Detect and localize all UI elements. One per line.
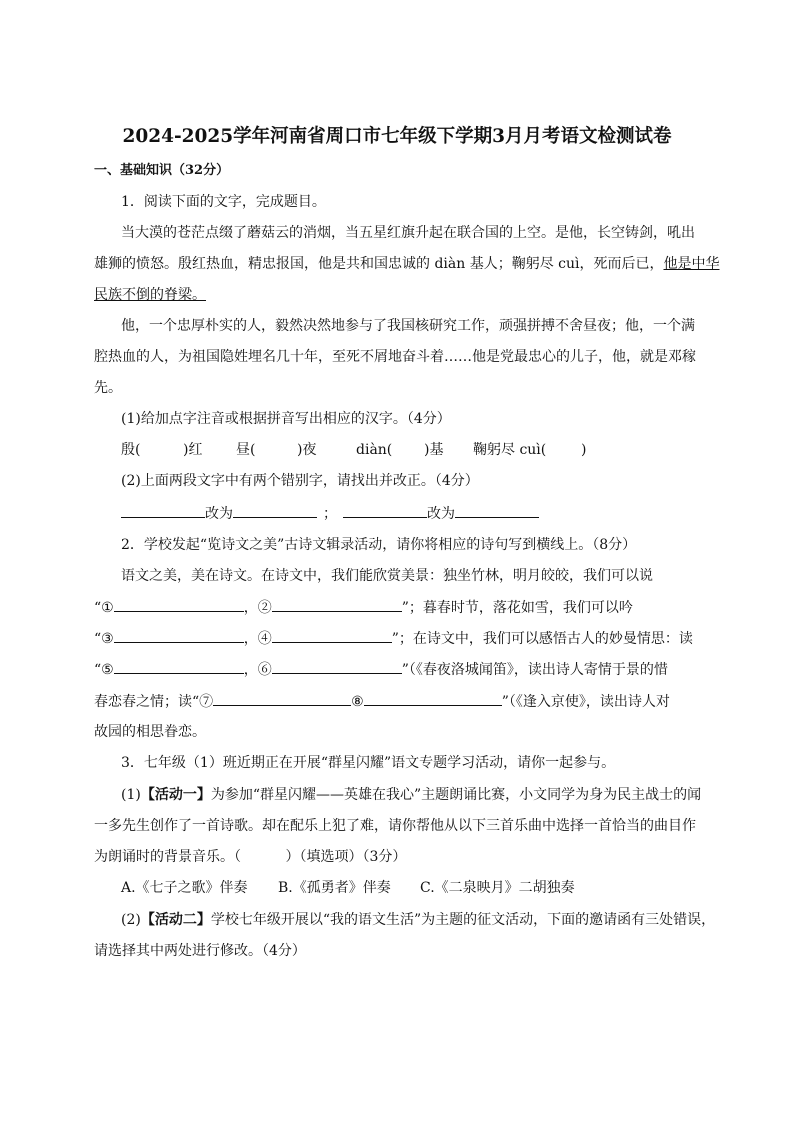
- section-heading: 一、基础知识（32分）: [94, 163, 230, 178]
- answer-label: )红: [183, 442, 203, 458]
- answer-label: 殷(: [121, 442, 141, 458]
- page-title: 2024-2025学年河南省周口市七年级下学期3月月考语文检测试卷: [122, 126, 672, 147]
- option-b[interactable]: B.《孤勇者》伴奏: [278, 880, 391, 896]
- answer-blank[interactable]: [272, 659, 402, 674]
- answer-blank[interactable]: [272, 597, 402, 612]
- q1-passage-line: [94, 254, 720, 274]
- option-a[interactable]: A.《七子之歌》伴奏: [121, 880, 248, 896]
- q3-line: 为朗诵时的背景音乐。（ ）（填选项）（3分）: [94, 849, 407, 865]
- q3-line: 请选择其中两处进行修改。（4分）: [94, 943, 306, 959]
- q1-passage-line: 腔热血的人，为祖国隐姓埋名几十年，至死不屑地奋斗着……他是党最忠心的儿子，他，就是邓稼: [94, 349, 696, 365]
- q3-activity1: (1)【活动一】为参加“群星闪耀——英雄在我心”主题朗诵比赛，小文同学为身为民主战士的闻: [121, 787, 702, 803]
- answer-blank[interactable]: [455, 503, 539, 518]
- q1-passage-line: 他，一个忠厚朴实的人，毅然决然地参与了我国核研究工作，顽强拼搏不舍昼夜；他，一个满: [121, 318, 695, 334]
- q1-sub2-answers: 改为 ； 改为: [121, 503, 539, 524]
- q1-passage-line: 当大漠的苍茫点缀了蘑菇云的消烟，当五星红旗升起在联合国的上空。是他，长空铸剑，吼出: [121, 225, 695, 241]
- answer-label: )夜: [297, 442, 317, 458]
- answer-blank[interactable]: [233, 503, 317, 518]
- activity-label: 【活动一】: [140, 787, 211, 803]
- answer-label: 昼(: [236, 442, 256, 458]
- option-c[interactable]: C.《二泉映月》二胡独奏: [420, 880, 575, 896]
- answer-label: )基: [424, 442, 444, 458]
- q3-stem: 3．七年级（1）班近期正在开展“群星闪耀”语文专题学习活动，请你一起参与。: [121, 755, 616, 771]
- q1-sub1: (1)给加点字注音或根据拼音写出相应的汉字。（4分）: [121, 411, 451, 427]
- q1-sub2: (2)上面两段文字中有两个错别字，请找出并改正。（4分）: [121, 473, 479, 489]
- answer-label: diàn(: [356, 442, 393, 458]
- q2-line: 春恋春之情；读“⑦ ⑧ ”（《逢入京使》，读出诗人对: [94, 691, 670, 712]
- q1-passage-line: 先。: [94, 380, 122, 396]
- q2-line: 语文之美，美在诗文。在诗文中，我们能欣赏美景：独坐竹林，明月皎皎，我们可以说: [121, 568, 653, 584]
- answer-blank[interactable]: [272, 628, 392, 643]
- answer-label: 鞠躬尽 cuì(: [473, 442, 547, 458]
- q3-activity2: (2)【活动二】学校七年级开展以“我的语文生活”为主题的征文活动，下面的邀请函有三处错误，: [121, 912, 716, 928]
- answer-blank[interactable]: [114, 659, 244, 674]
- q2-line: 故园的相思眷恋。: [94, 724, 206, 740]
- answer-blank[interactable]: [114, 628, 244, 643]
- activity-label: 【活动二】: [140, 912, 211, 928]
- answer-label: ): [581, 442, 587, 458]
- q1-stem: 1．阅读下面的文字，完成题目。: [121, 194, 326, 210]
- answer-blank[interactable]: [114, 597, 244, 612]
- answer-blank[interactable]: [364, 691, 502, 706]
- answer-blank[interactable]: [213, 691, 351, 706]
- underlined-sentence: 民族不倒的脊梁。: [94, 287, 206, 303]
- answer-blank[interactable]: [121, 503, 205, 518]
- q2-stem: 2．学校发起“览诗文之美”古诗文辑录活动，请你将相应的诗句写到横线上。（8分）: [121, 537, 637, 553]
- q2-line: “⑤ ，⑥ ”（《春夜洛城闻笛》，读出诗人寄情于景的惜: [94, 659, 668, 680]
- q1-passage-text: 雄狮的愤怒。殷红热血，精忠报国，他是共和国忠诚的 diàn 基人；鞠躬尽 cuì，死而后已，: [94, 256, 664, 272]
- q2-line: “① ，② ”；暮春时节，落花如雪，我们可以吟: [94, 597, 633, 618]
- q2-line: “③ ，④ ”；在诗文中，我们可以感悟古人的妙曼情思：读: [94, 628, 693, 649]
- underlined-sentence: 他是中华: [663, 256, 720, 272]
- answer-blank[interactable]: [343, 503, 427, 518]
- q3-line: 一多先生创作了一首诗歌。却在配乐上犯了难，请你帮他从以下三首乐曲中选择一首恰当的曲目作: [94, 818, 696, 834]
